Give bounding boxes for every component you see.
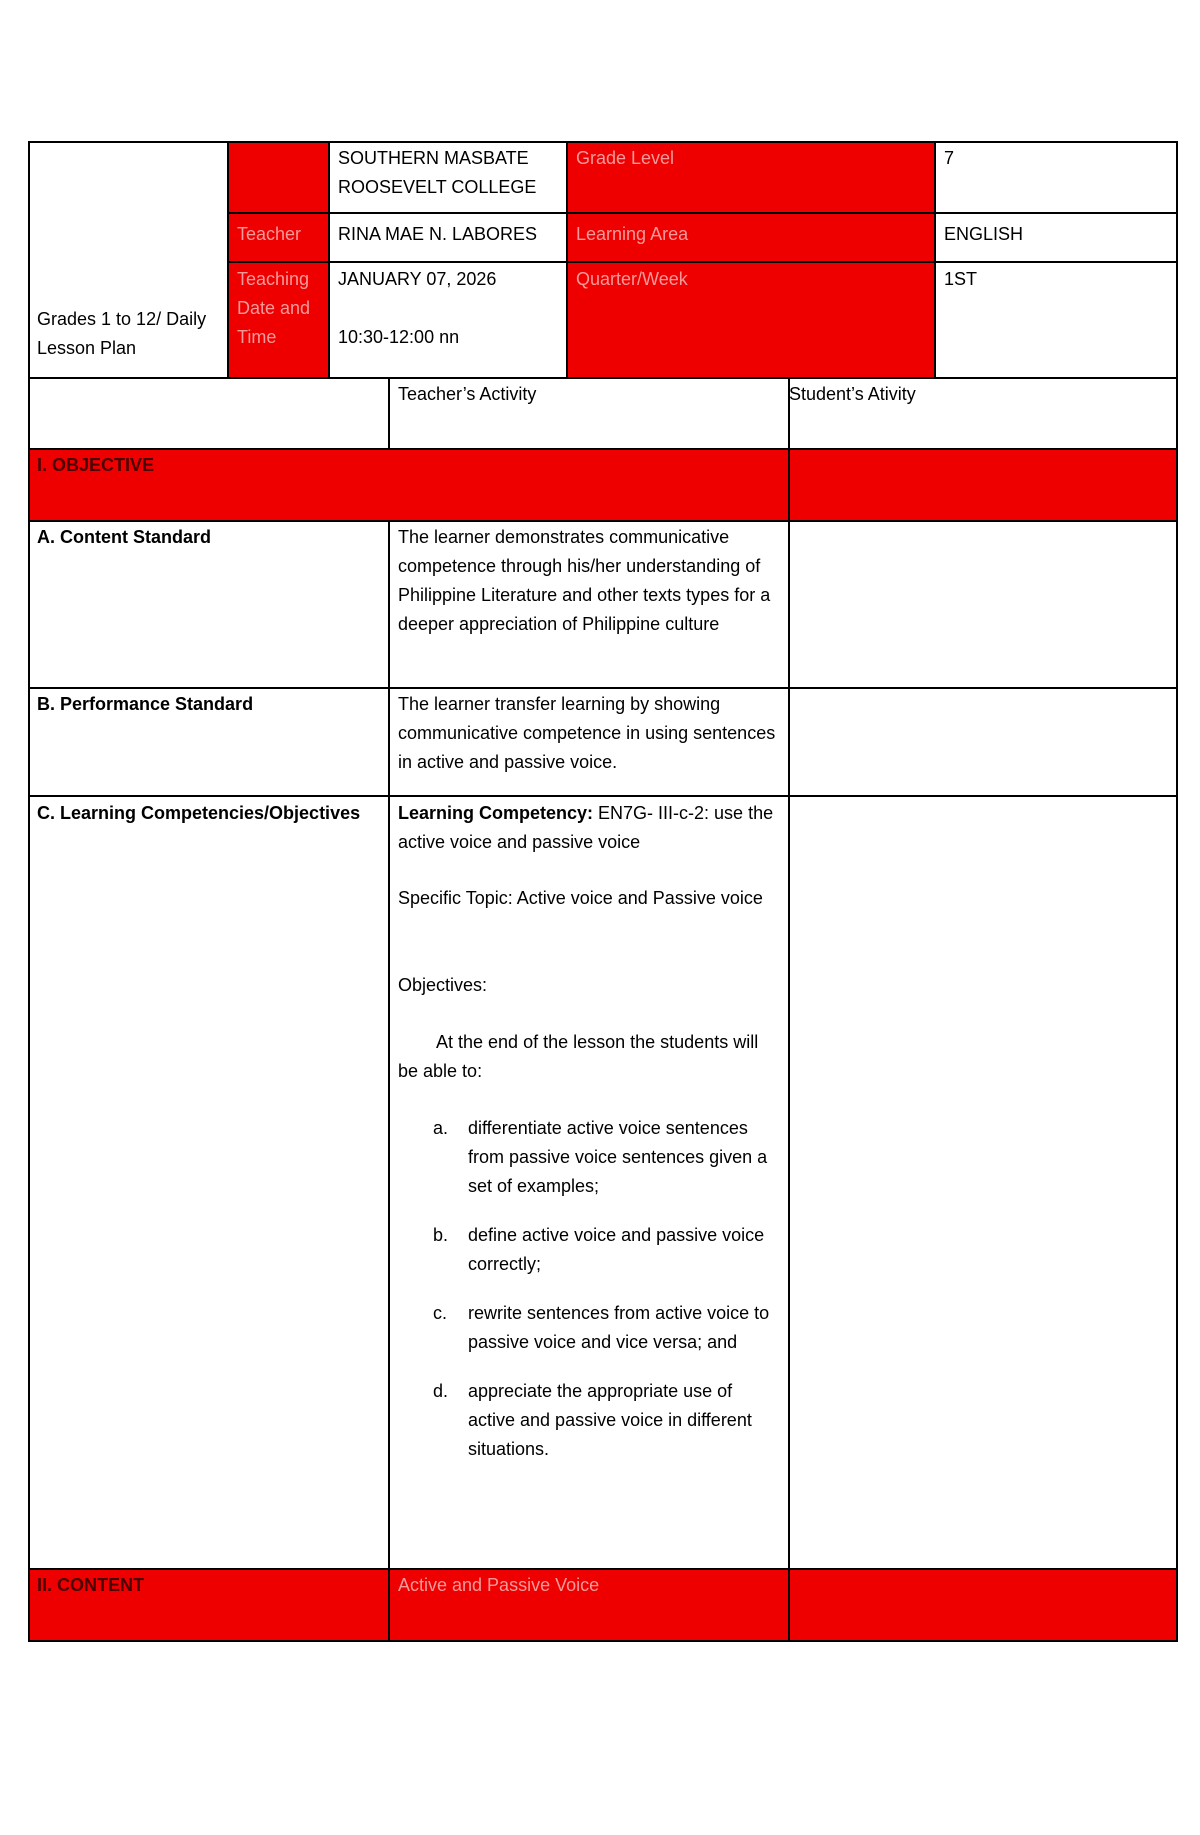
content-heading: II. CONTENT bbox=[28, 1569, 389, 1641]
grade-level-label: Grade Level bbox=[576, 148, 675, 168]
teacher-activity-heading: Teacher’s Activity bbox=[398, 384, 537, 404]
teacher-name: RINA MAE N. LABORES bbox=[338, 224, 538, 244]
rule bbox=[788, 377, 790, 1642]
teaching-date: JANUARY 07, 2026 bbox=[338, 269, 497, 289]
objective-heading: I. OBJECTIVE bbox=[28, 449, 789, 521]
list-item: c. rewrite sentences from active voice to passive voice and vice versa; and bbox=[433, 1303, 770, 1352]
rule bbox=[28, 377, 1177, 379]
content-standard-text: The learner demonstrates communicative competence through his/her understanding of Philippine Literature and other texts types for a deeper appreciation of Philippine culture bbox=[398, 527, 771, 634]
rule bbox=[566, 141, 568, 378]
grade-level-value: 7 bbox=[944, 148, 955, 168]
rule bbox=[28, 141, 30, 1642]
learning-area-label: Learning Area bbox=[576, 224, 689, 244]
performance-standard-text: The learner transfer learning by showing communicative competence in using sentences in active and passive voice. bbox=[398, 694, 776, 772]
teaching-time: 10:30-12:00 nn bbox=[338, 327, 460, 347]
rule bbox=[328, 141, 330, 378]
header-label-block-2 bbox=[567, 142, 935, 378]
learning-competency: Learning Competency: EN7G- III-c-2: use the active voice and passive voice bbox=[398, 803, 774, 852]
rule bbox=[28, 1640, 1177, 1642]
objectives-intro: At the end of the lesson the students will be able to: bbox=[398, 1032, 759, 1081]
rule bbox=[28, 795, 1177, 797]
quarter-week-label: Quarter/Week bbox=[576, 269, 688, 289]
objective-student-cell bbox=[789, 449, 1177, 521]
objectives-list bbox=[433, 1114, 781, 1484]
teacher-label: Teacher bbox=[237, 224, 302, 244]
list-item: a. differentiate active voice sentences from passive voice sentences given a set of examples; bbox=[433, 1118, 768, 1196]
rule bbox=[1176, 141, 1178, 1642]
learning-area-value: ENGLISH bbox=[944, 224, 1024, 244]
rule bbox=[388, 377, 390, 449]
rule bbox=[228, 212, 1177, 214]
list-item: d. appreciate the appropriate use of active and passive voice in different situations. bbox=[433, 1381, 752, 1459]
rule bbox=[28, 141, 1177, 143]
objectives-label: Objectives: bbox=[398, 975, 488, 995]
specific-topic: Specific Topic: Active voice and Passive voice bbox=[398, 888, 763, 908]
content-standard-label: A. Content Standard bbox=[37, 527, 211, 547]
rule bbox=[227, 141, 229, 378]
rule bbox=[28, 448, 1177, 450]
quarter-week-value: 1ST bbox=[944, 269, 978, 289]
rule bbox=[28, 520, 1177, 522]
school-name: SOUTHERN MASBATE ROOSEVELT COLLEGE bbox=[338, 148, 537, 197]
lesson-plan-title: Grades 1 to 12/ Daily Lesson Plan bbox=[37, 309, 207, 358]
rule bbox=[28, 687, 1177, 689]
competencies-label: C. Learning Competencies/Objectives bbox=[37, 803, 361, 823]
student-activity-heading: Student’s Ativity bbox=[789, 384, 916, 404]
rule bbox=[28, 1568, 1177, 1570]
performance-standard-label: B. Performance Standard bbox=[37, 694, 254, 714]
teaching-date-label: Teaching Date and Time bbox=[237, 269, 311, 347]
list-item: b. define active voice and passive voice correctly; bbox=[433, 1225, 765, 1274]
content-student-cell bbox=[789, 1569, 1177, 1641]
rule bbox=[388, 520, 390, 1642]
rule bbox=[934, 141, 936, 378]
rule bbox=[228, 261, 1177, 263]
content-topic: Active and Passive Voice bbox=[389, 1569, 789, 1641]
